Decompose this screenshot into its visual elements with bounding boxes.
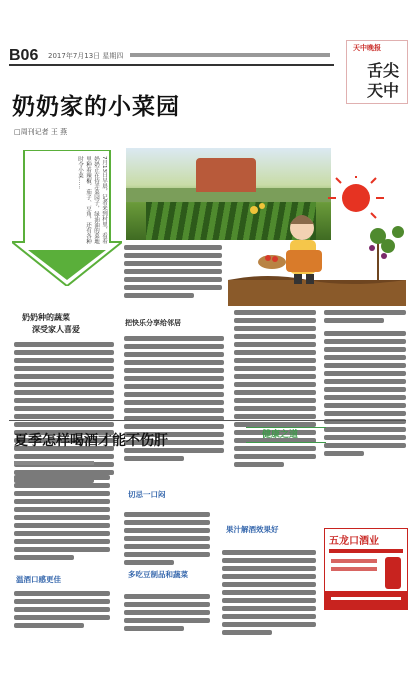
masthead-meta	[130, 53, 330, 57]
section-char-4: 中	[383, 81, 400, 100]
section-char-1: 舌	[367, 61, 384, 80]
article2-sub2: 温酒口感更佳	[16, 575, 61, 584]
article2-sub1: 切忌一口闷	[128, 490, 166, 499]
article1-byline: □周刊记者 王 燕	[14, 128, 68, 136]
section-logo-box	[346, 40, 408, 104]
article2-sub3: 多吃豆制品和蔬菜	[128, 570, 188, 579]
article2-sub4: 果汁解酒效果好	[226, 525, 279, 534]
article1-col3-text	[234, 310, 316, 470]
arrow-text: 7月13日早晨，记者来到村里，看着奶奶正在侍弄菜园子，绿油油的菜地里种着辣椒、茄子、豆角，还有各种时令小菜……	[77, 156, 107, 244]
page-number: B06	[9, 47, 39, 64]
article1-section-tag: 把快乐分享给邻居	[125, 319, 181, 327]
article2-col1b-text	[14, 591, 110, 631]
quote-block	[124, 245, 224, 301]
article2-headline: 夏季怎样喝酒才能不伤肝	[14, 433, 168, 449]
section-brand: 天中晚报	[353, 43, 381, 52]
date-line: 2017年7月13日 星期四	[48, 52, 124, 60]
subhead-line1: 奶奶种的蔬菜	[22, 313, 70, 322]
article2-byline	[14, 461, 94, 465]
article2-col3-text	[222, 550, 316, 638]
ad-title: 五龙口酒业	[329, 536, 379, 547]
article1-subhead	[22, 312, 80, 336]
article2-col1-text	[14, 475, 110, 563]
article2-col2-text	[124, 512, 210, 568]
article-divider	[9, 420, 406, 421]
subhead-line2: 深受家人喜爱	[32, 325, 80, 334]
article2-tag: 健康之道	[262, 430, 299, 440]
article1-headline: 奶奶家的小菜园	[12, 94, 180, 120]
section-char-2: 尖	[383, 61, 400, 80]
section-title-line2	[367, 78, 399, 101]
grandma-illustration	[228, 176, 406, 306]
article1-col4-text	[324, 310, 406, 459]
liquor-ad	[324, 528, 408, 610]
section-char-3: 天	[367, 81, 384, 100]
article2-col2b-text	[124, 594, 210, 634]
